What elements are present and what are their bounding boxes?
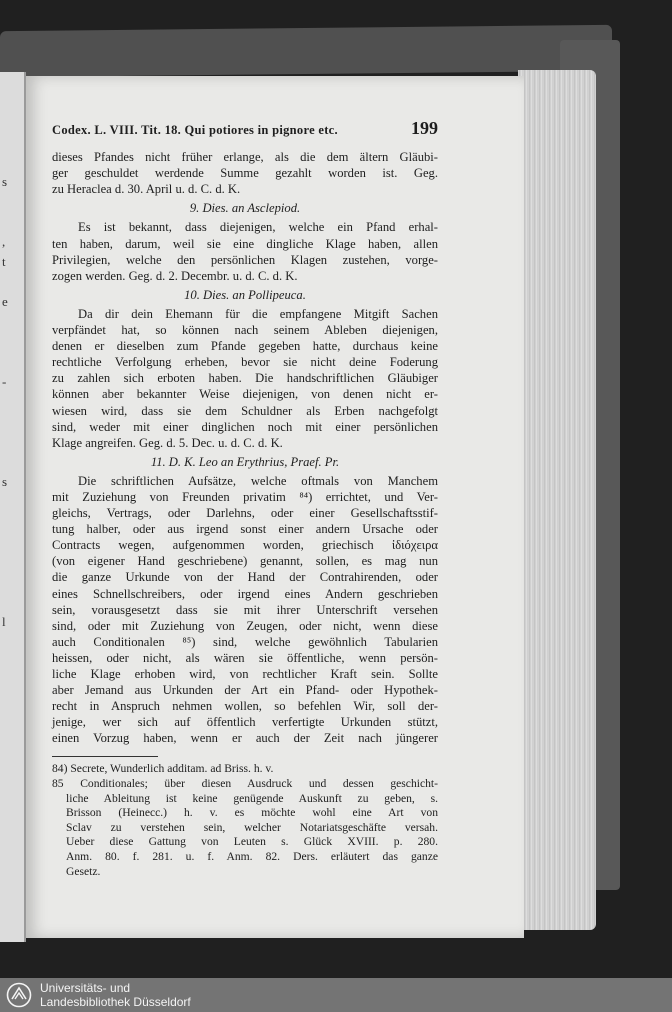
- text-line: Da dir dein Ehemann für die empfangene Mitgift Sachen: [78, 306, 438, 321]
- footnote-84: 84) Secrete, Wunderlich additam. ad Briss. h. v.: [52, 762, 274, 776]
- text-line: auch Conditionalen ⁸⁵) sind, welche gewöhnlich Tabularien: [52, 634, 438, 649]
- text-line: wiesen wird, dass sie dem Schuldner als Erben nachgefolgt: [52, 403, 438, 418]
- text-line: sind, weder mit einer dinglichen noch mit einer persönlichen: [52, 419, 438, 434]
- text-line: Contracts wegen, aufgenommen worden, griechisch ἰδιόχειρα: [52, 538, 438, 553]
- running-header: [52, 120, 438, 138]
- text-line: zu Heraclea d. 30. April u. d. C. d. K.: [52, 182, 241, 197]
- text-line: Klage angreifen. Geg. d. 5. Dec. u. d. C. d. K.: [52, 435, 283, 450]
- left-mark: s: [2, 174, 8, 189]
- left-mark: -: [2, 374, 7, 389]
- text-line: eines Schnellschreibers, oder irgend eines Andern geschrieben: [52, 586, 438, 601]
- footnote-line: liche Ableitung ist keine genügende Auskunft zu geben, s.: [66, 791, 438, 805]
- paragraph-3: [52, 306, 438, 451]
- text-line: können aber bekannter Weise diejenigen, von denen nicht er-: [52, 387, 438, 402]
- text-line: Die schriftlichen Aufsätze, welche oftmals von Manchem: [78, 473, 438, 488]
- left-mark: t: [2, 254, 6, 269]
- text-line: denen er dieselben zum Pfande gegeben hatte, durchaus keine: [52, 339, 438, 354]
- text-line: ten haben, darum, weil sie eine dingliche Klage haben, allen: [52, 236, 438, 251]
- text-line: (von eigener Hand geschriebene) genannt, sollen, es mag nun: [52, 554, 438, 569]
- footnotes: [52, 762, 438, 879]
- page-number: 199: [411, 118, 438, 138]
- text-line: Es ist bekannt, dass diejenigen, welche ein Pfand erhal-: [78, 220, 438, 235]
- section-heading-9: 9. Dies. an Asclepiod.: [189, 201, 301, 216]
- text-line: gleichs, Vertrags, oder Darlehns, oder einer Gesellschaftsstif-: [52, 506, 438, 521]
- text-line: zu zahlen sich erboten haben. Die handschriftlichen Gläubiger: [52, 371, 438, 386]
- text-line: die ganze Urkunde von der Hand der Contrahirenden, oder: [52, 570, 438, 585]
- footnote-line: Sclav zu verstehen sein, welcher Notariatsgeschäfte versah.: [66, 820, 438, 834]
- left-mark: s: [2, 474, 8, 489]
- text-line: dieses Pfandes nicht früher erlange, als die dem ältern Gläubi-: [52, 150, 438, 165]
- text-line: jenige, wer sich auf öffentlich verfertigte Urkunden stützt,: [52, 715, 438, 730]
- text-line: sind, oder mit Zuziehung von Zeugen, oder nicht, wenn diese: [52, 618, 438, 633]
- text-line: Privilegien, welche den persönlichen Klagen zustehen, vorge-: [52, 252, 438, 267]
- footnote-line: Anm. 80. f. 281. u. f. Anm. 82. Ders. erläutert das ganze: [66, 850, 438, 864]
- text-line: mit Zuziehung von Freunden privatim ⁸⁴) errichtet, und Ver-: [52, 489, 438, 504]
- page-edges: [518, 70, 596, 930]
- book-page: [26, 76, 524, 938]
- library-name-line-1: Universitäts- und: [40, 981, 131, 995]
- text-line: ger geschuldet werdende Summe gezahlt worden ist. Geg.: [52, 166, 438, 181]
- library-name: [40, 981, 191, 1009]
- footnote-line: Brisson (Heinecc.) h. v. es möchte wohl eine Art von: [66, 806, 438, 820]
- left-mark: l: [2, 614, 6, 629]
- text-line: rechtliche Verfolgung erheben, bevor sie nicht deine Foderung: [52, 355, 438, 370]
- section-heading-10: 10. Dies. an Pollipeuca.: [184, 287, 306, 302]
- library-footer: [0, 978, 672, 1012]
- paragraph-2: [52, 219, 438, 283]
- header-title: Codex. L. VIII. Tit. 18. Qui potiores in pignore etc.: [52, 123, 338, 137]
- footnote-rule: [52, 756, 158, 757]
- left-page-marks: [2, 152, 18, 632]
- text-line: zogen werden. Geg. d. 2. Decembr. u. d. C. d. K.: [52, 268, 298, 283]
- page-content: [52, 120, 438, 879]
- left-mark: e: [2, 294, 8, 309]
- footnote-line: Gesetz.: [66, 864, 101, 878]
- paragraph-4: [52, 473, 438, 747]
- section-heading-11: 11. D. K. Leo an Erythrius, Praef. Pr.: [150, 454, 340, 469]
- text-line: recht in Anspruch nehmen wollen, so befehlen Wir, soll der-: [52, 699, 438, 714]
- library-name-line-2: Landesbibliothek Düsseldorf: [40, 995, 191, 1009]
- left-page-edge: [0, 72, 26, 942]
- library-logo-icon: [6, 982, 32, 1008]
- text-line: aber Jemand aus Urkunden der Art ein Pfand- oder Hypothek-: [52, 683, 438, 698]
- text-line: einen Vorzug haben, wenn er auch der Zeit nach jüngerer: [52, 731, 438, 746]
- text-line: verpfändet hat, so können nach seinem Ableben diejenigen,: [52, 323, 438, 338]
- left-mark: ,: [2, 234, 6, 249]
- text-line: sein, vorausgesetzt dass sie mit ihrer Unterschrift versehen: [52, 602, 438, 617]
- paragraph-1: [52, 149, 438, 197]
- text-line: tung halber, oder aus irgend sonst einer andern Ursache oder: [52, 522, 438, 537]
- text-line: liche Klage erhoben wird, von rechtlicher Kraft sein. Sollte: [52, 667, 438, 681]
- footnote-85: 85 Conditionales; über diesen Ausdruck und dessen geschicht-: [52, 777, 438, 791]
- footnote-line: Ueber diese Gattung von Leuten s. Glück XVIII. p. 280.: [66, 835, 438, 849]
- text-line: heissen, oder nicht, als wären sie öffentliche, wenn persön-: [52, 650, 438, 665]
